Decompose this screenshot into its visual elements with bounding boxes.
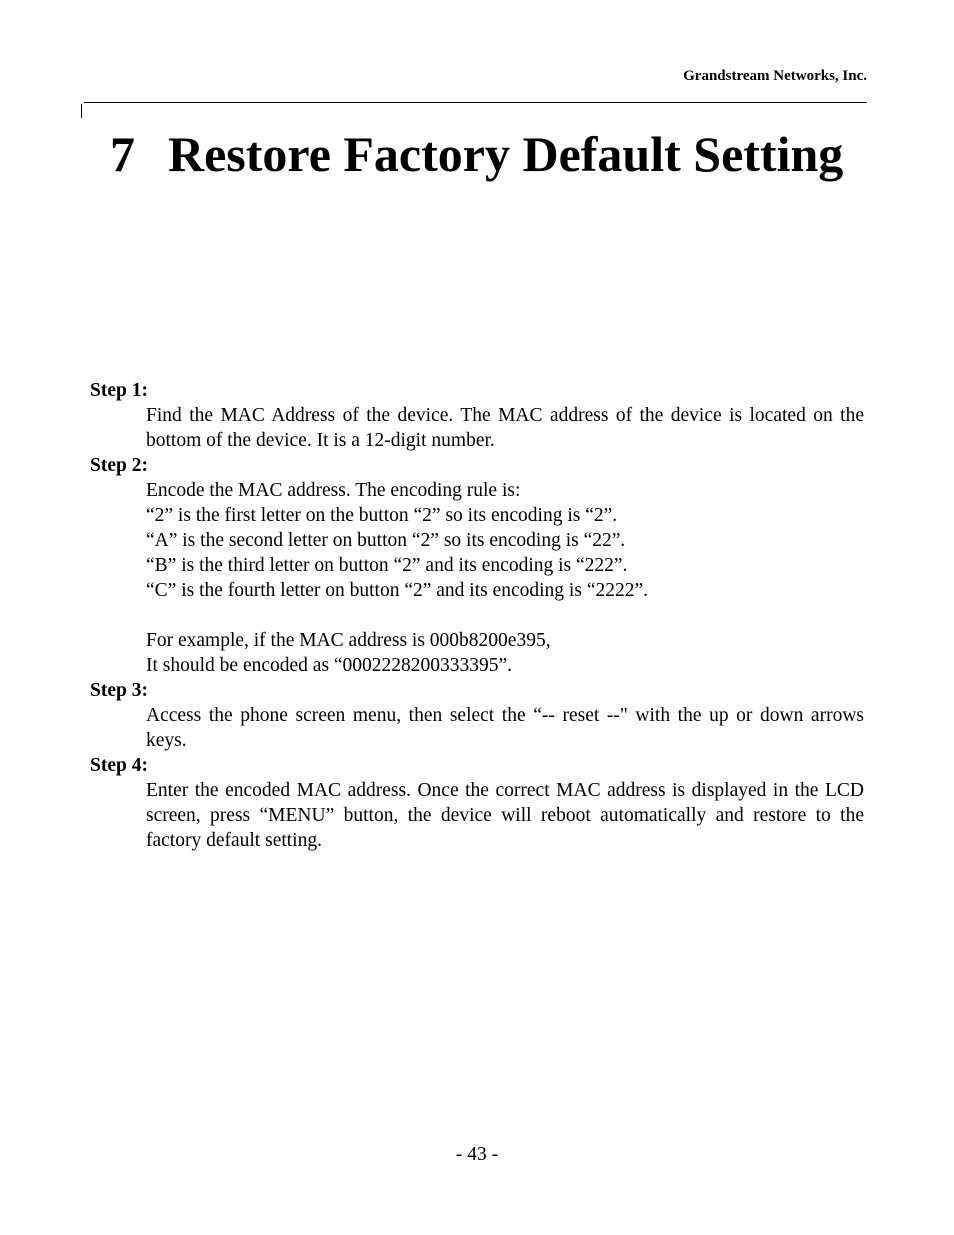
step-1-text: Find the MAC Address of the device. The MAC address of the device is located on the bottom of the device. It is a 12-digit number. [146, 405, 864, 451]
chapter-title [110, 122, 843, 186]
encoding-rule: “B” is the third letter on button “2” and its encoding is “222”. [146, 555, 628, 576]
step-4-label: Step 4: [90, 755, 148, 776]
encoding-rule: “2” is the first letter on the button “2” so its encoding is “2”. [146, 505, 618, 526]
steps-content [90, 378, 864, 853]
chapter-title-text: Restore Factory Default Setting [168, 126, 844, 182]
chapter-number: 7 [110, 126, 135, 182]
header-rule [84, 102, 867, 103]
step-2-body [146, 478, 864, 678]
header-company-name: Grandstream Networks, Inc. [683, 68, 867, 84]
step-3-label: Step 3: [90, 680, 148, 701]
step-3-text: Access the phone screen menu, then select the “-- reset --" with the up or down arrows keys. [146, 705, 864, 751]
example-line: It should be encoded as “0002228200333395”. [146, 655, 513, 676]
page-number: - 43 - [455, 1144, 499, 1165]
encoding-rule: “C” is the fourth letter on button “2” and its encoding is “2222”. [146, 580, 649, 601]
step-2-label: Step 2: [90, 455, 148, 476]
step-4-text: Enter the encoded MAC address. Once the correct MAC address is displayed in the LCD screen, press “MENU” button, the device will reboot automatically and restore to the factory default setting. [146, 780, 864, 851]
step-2-intro: Encode the MAC address. The encoding rule is: [146, 480, 521, 501]
spacer [146, 603, 864, 628]
step-1-label: Step 1: [90, 380, 148, 401]
encoding-rule: “A” is the second letter on button “2” so its encoding is “22”. [146, 530, 626, 551]
example-line: For example, if the MAC address is 000b8200e395, [146, 630, 551, 651]
change-bar [81, 104, 82, 118]
